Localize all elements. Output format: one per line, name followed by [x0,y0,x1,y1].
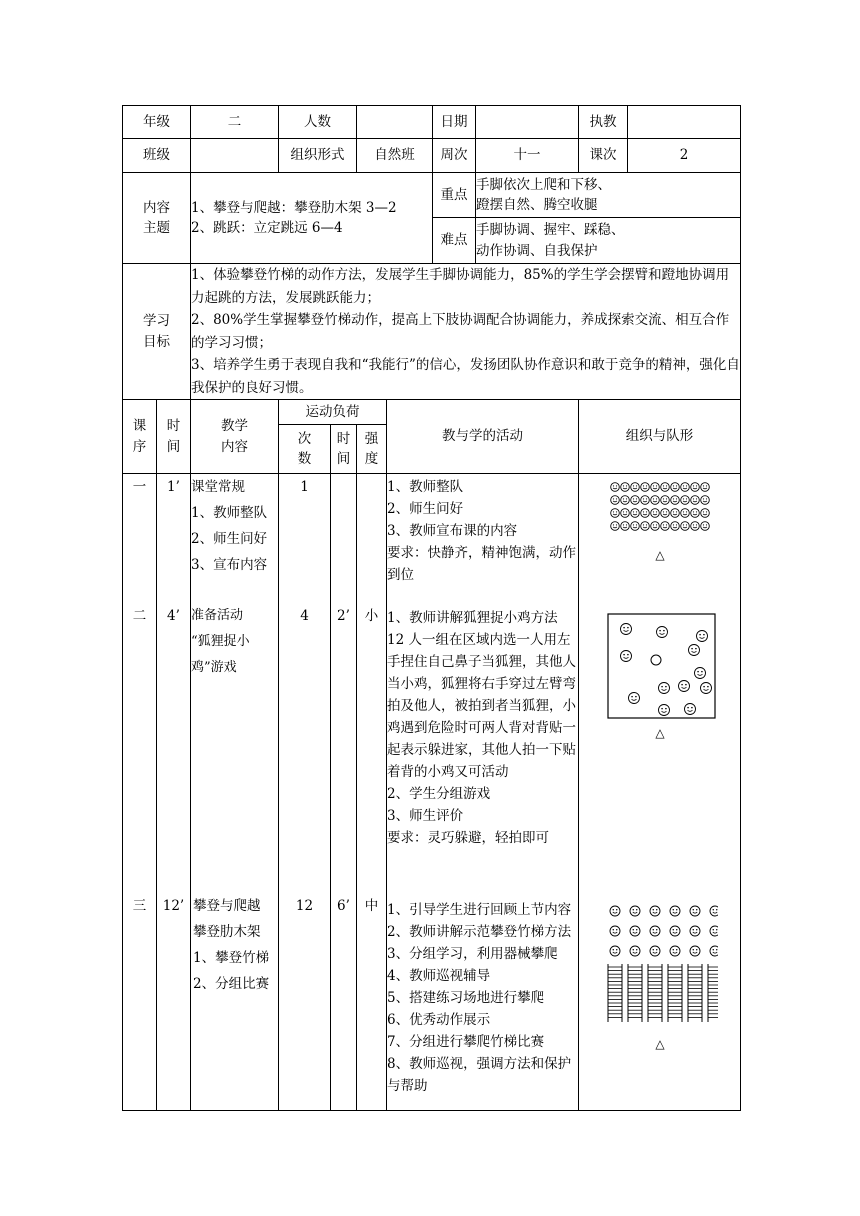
fox-circle-icon [651,655,661,665]
row3-seq: 三 [132,898,147,914]
teacher-triangle-icon: △ [654,548,665,562]
teacher-value [628,106,741,139]
smiley-icon [710,926,718,936]
week-value: 十一 [476,139,579,173]
col-load: 运动负荷 [279,400,387,425]
smiley-icon [620,496,629,505]
row3-time: 12’ [162,898,185,914]
goals-text: 1、体验攀登竹梯的动作方法，发展学生手脚协调能力，85%的学生学会摆臂和蹬地协调用力起跳的方法，发展跳跃能力； 2、80%学生掌握攀登竹梯动作，提高上下肢协调配合协调能力，养成探索交流、相互合作的学习习惯； 3、培养学生勇于表现自我和“我能行”的信心，发扬团队协作意识和敢于竞争的精神，强化自我保护的良好习惯。 [191,264,741,400]
smiley-icon [640,509,649,518]
smiley-icon [700,509,709,518]
intensity-cell [357,474,387,1111]
ladder-formation [610,906,718,956]
week-label: 周次 [433,139,476,173]
col-time: 时 间 [157,400,191,474]
row2-content: 准备活动 “狐狸捉小鸡”游戏 [191,608,250,675]
row1-intensity [357,474,386,603]
difficulty-label: 难点 [433,218,476,264]
teacher-label: 执教 [579,106,628,139]
smiley-icon [650,483,659,492]
smiley-icon [690,906,700,916]
content-cell [191,474,279,1111]
date-label: 日期 [433,106,476,139]
col-seq: 课 序 [123,400,157,474]
smiley-icon [620,522,629,531]
smiley-icon [620,624,631,635]
smiley-icon [696,631,707,642]
formation-diagrams [602,474,718,1104]
smiley-icon [620,651,631,662]
key-point-text: 手脚依次上爬和下移、 蹬摆自然、腾空收腿 [476,173,741,218]
smiley-icon [684,704,695,715]
smiley-icon [688,645,699,656]
row2-seq: 二 [132,608,147,624]
col-times: 次 数 [279,425,331,474]
org-label: 组织形式 [279,139,357,173]
lesson-label: 课次 [579,139,628,173]
smiley-icon [630,496,639,505]
date-value [476,106,579,139]
difficulty-text: 手脚协调、握牢、踩稳、 动作协调、自我保护 [476,218,741,264]
smiley-icon [680,522,689,531]
smiley-icon [650,496,659,505]
smiley-icon [670,496,679,505]
smiley-icon [610,926,620,936]
smiley-icon [700,683,711,694]
row3-content: 攀登与爬越 攀登肋木架 1、攀登竹梯 2、分组比赛 [193,898,270,992]
smiley-icon [700,496,709,505]
smiley-icon [660,483,669,492]
smiley-icon [630,509,639,518]
smiley-icon [650,509,659,518]
duration-cell [331,474,357,1111]
smiley-icon [680,496,689,505]
smiley-icon [656,627,667,638]
smiley-icon [690,483,699,492]
org-value: 自然班 [357,139,433,173]
smiley-icon [610,483,619,492]
smiley-icon [650,906,660,916]
smiley-icon [700,522,709,531]
row1-time: 1’ [167,479,180,495]
goals-label: 学习 目标 [123,264,191,400]
smiley-icon [694,668,705,679]
smiley-icon [650,926,660,936]
class-value [191,139,279,173]
row2-time: 4’ [167,608,180,624]
row2-activity: 1、教师讲解狐狸捉小鸡方法 12 人一组在区域内选一人用左手捏住自己鼻子当狐狸，其他人当小鸡，狐狸将右手穿过左臂弯拍及他人，被拍到者当狐狸，小鸡遇到危险时可两人背对背贴一起表示躲进家，其他人拍一下贴着背的小鸡又可活动 2、学生分组游戏 3、师生评价 要求：灵巧躲避，轻拍即可 [387,610,576,846]
class-label: 班级 [123,139,191,173]
smiley-icon [610,522,619,531]
smiley-icon [610,946,620,956]
row1-duration [331,474,356,603]
count-label: 人数 [279,106,357,139]
smiley-icon [690,946,700,956]
smiley-icon [670,522,679,531]
smiley-icon [658,683,669,694]
smiley-icon [690,522,699,531]
lesson-value: 2 [628,139,741,173]
smiley-icon [628,693,639,704]
smiley-icon [620,509,629,518]
content-text: 1、攀登与爬越：攀登肋木架 3—2 2、跳跃：立定跳远 6—4 [191,173,433,264]
smiley-icon [640,496,649,505]
smiley-icon [650,946,660,956]
smiley-icon [680,483,689,492]
chicken-smileys [620,624,711,716]
row1-times: 1 [300,479,309,495]
row3-activity: 1、引导学生进行回顾上节内容 2、教师讲解示范攀登竹梯方法 3、分组学习，利用器械攀爬 4、教师巡视辅导 5、搭建练习场地进行攀爬 6、优秀动作展示 7、分组进行攀爬竹梯比赛 8、教师巡视，强调方法和保护与帮助 [387,902,572,1094]
smiley-icon [670,483,679,492]
smiley-icon [660,522,669,531]
smiley-icon [670,946,680,956]
row3-times: 12 [295,898,314,914]
smiley-icon [670,906,680,916]
count-value [357,106,433,139]
grade-value: 二 [191,106,279,139]
smiley-icon [690,926,700,936]
col-intensity: 强 度 [357,425,387,474]
smiley-icon [678,681,689,692]
smiley-icon [630,483,639,492]
smiley-icon [630,926,640,936]
key-point-label: 重点 [433,173,476,218]
grade-label: 年级 [123,106,191,139]
col-duration: 时 间 [331,425,357,474]
ladder-icon [608,964,718,1022]
smiley-icon [710,946,718,956]
smiley-icon [670,509,679,518]
lineup-formation [610,483,709,531]
smiley-icon [640,483,649,492]
smiley-icon [690,496,699,505]
row2-duration: 2’ [337,608,350,624]
col-content: 教学 内容 [191,400,279,474]
smiley-icon [700,483,709,492]
smiley-icon [620,483,629,492]
content-label: 内容 主题 [123,173,191,264]
smiley-icon [610,906,620,916]
row2-intensity: 小 [364,608,379,624]
smiley-icon [610,496,619,505]
smiley-icon [670,926,680,936]
smiley-icon [610,509,619,518]
smiley-icon [630,906,640,916]
row3-duration: 6’ [337,898,350,914]
col-activity: 教与学的活动 [387,400,579,474]
row1-content: 课堂常规 1、教师整队 2、师生问好 3、宣布内容 [191,479,268,573]
smiley-icon [650,522,659,531]
smiley-icon [690,509,699,518]
row1-activity: 1、教师整队 2、师生问好 3、教师宣布课的内容 要求：快静齐，精神饱满，动作到位 [387,479,576,583]
smiley-icon [630,946,640,956]
row1-seq: 一 [132,479,147,495]
smiley-icon [710,906,718,916]
seq-cell [123,474,157,1111]
game-area-box [608,614,715,718]
smiley-icon [680,509,689,518]
smiley-icon [658,705,669,716]
col-formation: 组织与队形 [579,400,741,474]
row3-intensity: 中 [364,898,379,914]
smiley-icon [640,522,649,531]
teacher-triangle-icon: △ [654,1037,665,1051]
row2-times: 4 [300,608,309,624]
teacher-triangle-icon: △ [654,726,665,740]
formation-cell [579,474,741,1111]
time-cell [157,474,191,1111]
smiley-icon [630,522,639,531]
lesson-plan-table [122,105,741,1111]
smiley-icon [660,509,669,518]
activity-cell [387,474,579,1111]
smiley-icon [660,496,669,505]
times-cell [279,474,331,1111]
